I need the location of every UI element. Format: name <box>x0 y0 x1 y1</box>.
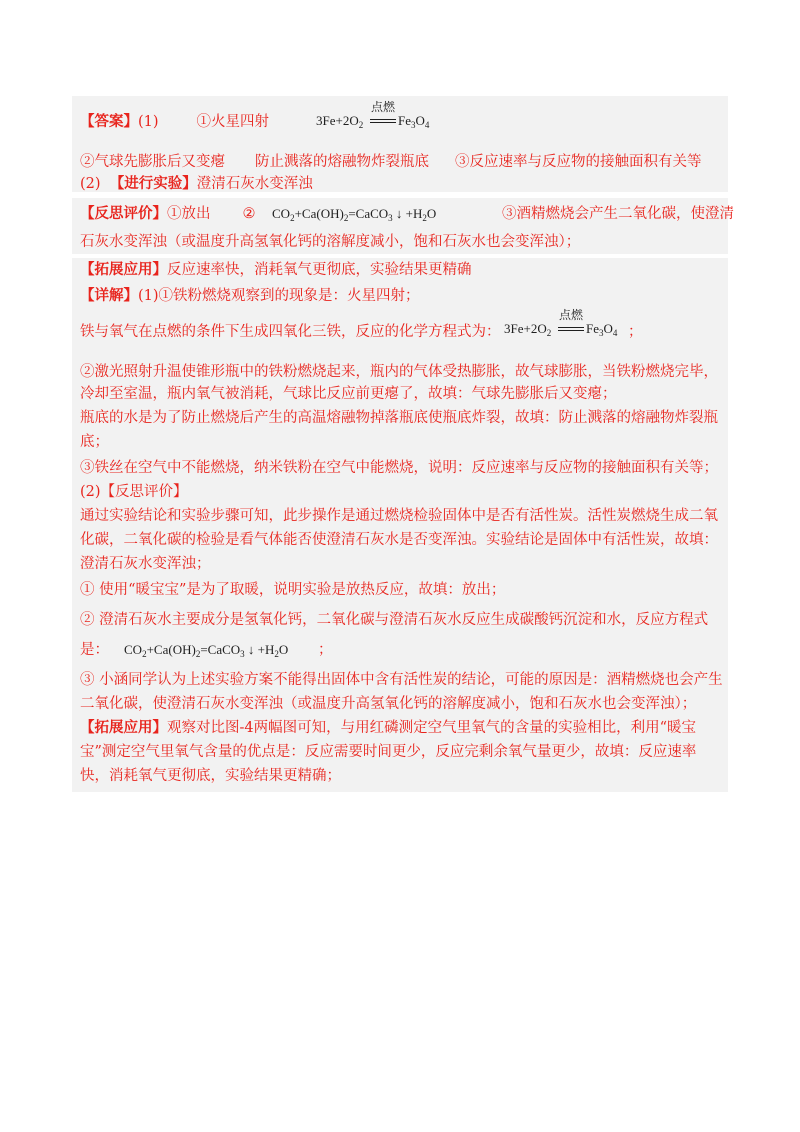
answer-label: 【答案】 <box>80 113 138 130</box>
detail-line-3: ②激光照射升温使锥形瓶中的铁粉燃烧起来，瓶内的气体受热膨胀，故气球膨胀，当铁粉燃烧完毕， <box>80 364 718 380</box>
answer-line-3: (2) 【进行实验】澄清石灰水变浑浊 <box>80 175 313 192</box>
equation-2: $CO_2+Ca(OH)_2=CaCO_3$ ↓ $+H_2O$ <box>272 206 437 223</box>
reflect-line-1: 【反思评价】①放出 ② <box>80 205 256 222</box>
detail-line-1: 【详解】(1)①铁粉燃烧观察到的现象是：火星四射； <box>80 287 420 304</box>
detail-line-12: ① 使用“暖宝宝”是为了取暖，说明实验是放热反应，故填：放出； <box>80 582 506 598</box>
answer-line-2: ②气球先膨胀后又变瘪 防止溅落的熔融物炸裂瓶底 ③反应速率与反应物的接触面积有关等 <box>80 154 702 170</box>
reflect-line-1b: ③酒精燃烧会产生二氧化碳，使澄清 <box>502 206 734 222</box>
detail-line-4: 冷却至室温，瓶内氧气被消耗，气球比反应前更瘪了，故填：气球先膨胀后又变瘪； <box>80 386 617 402</box>
detail-line-10: 化碳，二氧化碳的检验是看气体能否使澄清石灰水是否变浑浊。实验结论是固体中有活性炭，故填： <box>80 532 718 548</box>
detail-line-14: 是： <box>80 642 109 658</box>
equation-4: $CO_2+Ca(OH)_2=CaCO_3$ ↓ $+H_2O$ <box>124 642 289 659</box>
detail-line-7: ③铁丝在空气中不能燃烧，纳米铁粉在空气中能燃烧，说明：反应速率与反应物的接触面积有关等； <box>80 460 718 476</box>
detail-line-14-end: ； <box>318 642 333 658</box>
reflect-line-2: 石灰水变浑浊（或温度升高氢氧化钙的溶解度减小，饱和石灰水也会变浑浊）； <box>80 234 581 250</box>
detail-line-2-end: ； <box>628 324 643 340</box>
detail-line-19: 快，消耗氧气更彻底，实验结果更精确； <box>80 768 341 784</box>
detail-line-13: ② 澄清石灰水主要成分是氢氧化钙，二氧化碳与澄清石灰水反应生成碳酸钙沉淀和水，反应方程式 <box>80 612 709 628</box>
detail-line-18: 宝”测定空气里氧气含量的优点是：反应需要时间更少，反应完剩余氧气量更少，故填：反应速率 <box>80 744 697 760</box>
detail-line-9: 通过实验结论和实验步骤可知，此步操作是通过燃烧检验固体中是否有活性炭。活性炭燃烧生成二氧 <box>80 508 718 524</box>
detail-line-8: (2)【反思评价】 <box>80 484 188 500</box>
detail-line-11: 澄清石灰水变浑浊； <box>80 556 211 572</box>
equation-1: 点燃 $3Fe+2O_2$ $Fe_3O_4$ <box>316 100 430 130</box>
extend-line: 【拓展应用】反应速率快，消耗氧气更彻底，实验结果更精确 <box>80 261 472 278</box>
detail-line-17: 【拓展应用】观察对比图-4两幅图可知，与用红磷测定空气里氧气的含量的实验相比，利用“暖宝 <box>80 719 697 736</box>
answer-line-1: 【答案】(1) ①火星四射 <box>80 113 270 130</box>
detail-line-15: ③ 小涵同学认为上述实验方案不能得出固体中含有活性炭的结论，可能的原因是：酒精燃烧也会产生 <box>80 672 723 688</box>
detail-line-16: 二氧化碳，使澄清石灰水变浑浊（或温度升高氢氧化钙的溶解度减小，饱和石灰水也会变浑浊）； <box>80 696 697 712</box>
detail-line-5: 瓶底的水是为了防止燃烧后产生的高温熔融物掉落瓶底使瓶底炸裂，故填：防止溅落的熔融物炸裂瓶 <box>80 410 718 426</box>
detail-line-6: 底； <box>80 434 109 450</box>
detail-line-2: 铁与氧气在点燃的条件下生成四氧化三铁，反应的化学方程式为： <box>80 324 501 340</box>
equation-3: 点燃 $3Fe+2O_2$ $Fe_3O_4$ <box>504 308 618 338</box>
